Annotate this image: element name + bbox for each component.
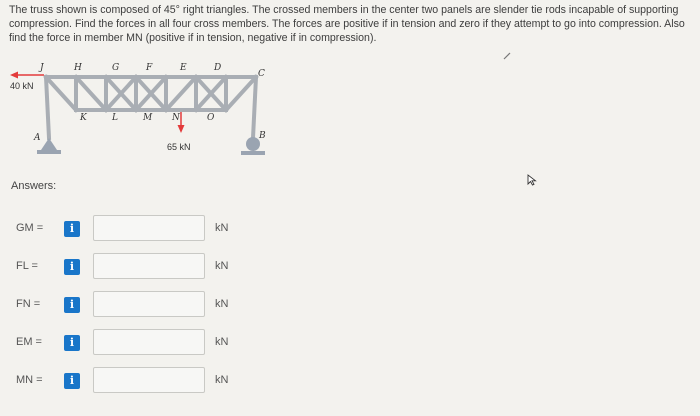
truss-diagram — [0, 58, 300, 168]
joint-label-l: L — [112, 113, 118, 123]
answer-unit-fn: kN — [215, 298, 229, 310]
problem-statement: The truss shown is composed of 45° right triangles. The crossed members in the center two panels are slender tie rods incapable of supporting compression. Find the forces in all four cross members. The forces are positive if in tension and zero if they attempt to go into compression. Also find the force in member MN (positive if in tension, negative if in compression). — [9, 4, 685, 44]
answer-label-gm: GM = — [16, 222, 44, 234]
answer-unit-mn: kN — [215, 374, 229, 386]
answer-label-em: EM = — [16, 336, 42, 348]
answer-label-mn: MN = — [16, 374, 43, 386]
support-label-b: B — [259, 131, 266, 141]
mn-input[interactable] — [93, 367, 205, 393]
joint-label-f: F — [146, 63, 153, 73]
joint-label-g: G — [112, 63, 120, 73]
joint-label-e: E — [180, 63, 187, 73]
answer-row-fl — [0, 253, 300, 281]
answer-row-gm — [0, 215, 300, 243]
joint-label-k: K — [80, 113, 87, 123]
joint-label-h: H — [74, 63, 82, 73]
fn-input[interactable] — [93, 291, 205, 317]
answer-unit-fl: kN — [215, 260, 229, 272]
pin-support-a — [37, 138, 61, 154]
answers-heading: Answers: — [11, 180, 57, 192]
answer-label-fl: FL = — [16, 260, 38, 272]
answer-row-fn — [0, 291, 300, 319]
answer-unit-em: kN — [215, 336, 229, 348]
joint-label-c: C — [258, 69, 265, 79]
info-icon[interactable]: i — [64, 221, 80, 237]
answer-label-fn: FN = — [16, 298, 41, 310]
answer-row-mn — [0, 367, 300, 395]
fl-input[interactable] — [93, 253, 205, 279]
left-load-label: 40 kN — [10, 81, 34, 91]
gm-input[interactable] — [93, 215, 205, 241]
support-label-a: A — [34, 133, 41, 143]
em-input[interactable] — [93, 329, 205, 355]
info-icon[interactable]: i — [64, 373, 80, 389]
joint-label-n: N — [172, 113, 180, 123]
joint-label-j: J — [40, 63, 44, 73]
answer-unit-gm: kN — [215, 222, 229, 234]
left-load-arrow — [10, 72, 44, 79]
info-icon[interactable]: i — [64, 335, 80, 351]
info-icon[interactable]: i — [64, 259, 80, 275]
joint-label-o: O — [207, 113, 215, 123]
joint-label-d: D — [214, 63, 222, 73]
pencil-tick-mark — [503, 52, 511, 60]
joint-label-m: M — [143, 113, 153, 123]
bottom-load-label: 65 kN — [167, 142, 191, 152]
info-icon[interactable]: i — [64, 297, 80, 313]
answer-row-em — [0, 329, 300, 357]
mouse-cursor-icon — [527, 174, 539, 186]
